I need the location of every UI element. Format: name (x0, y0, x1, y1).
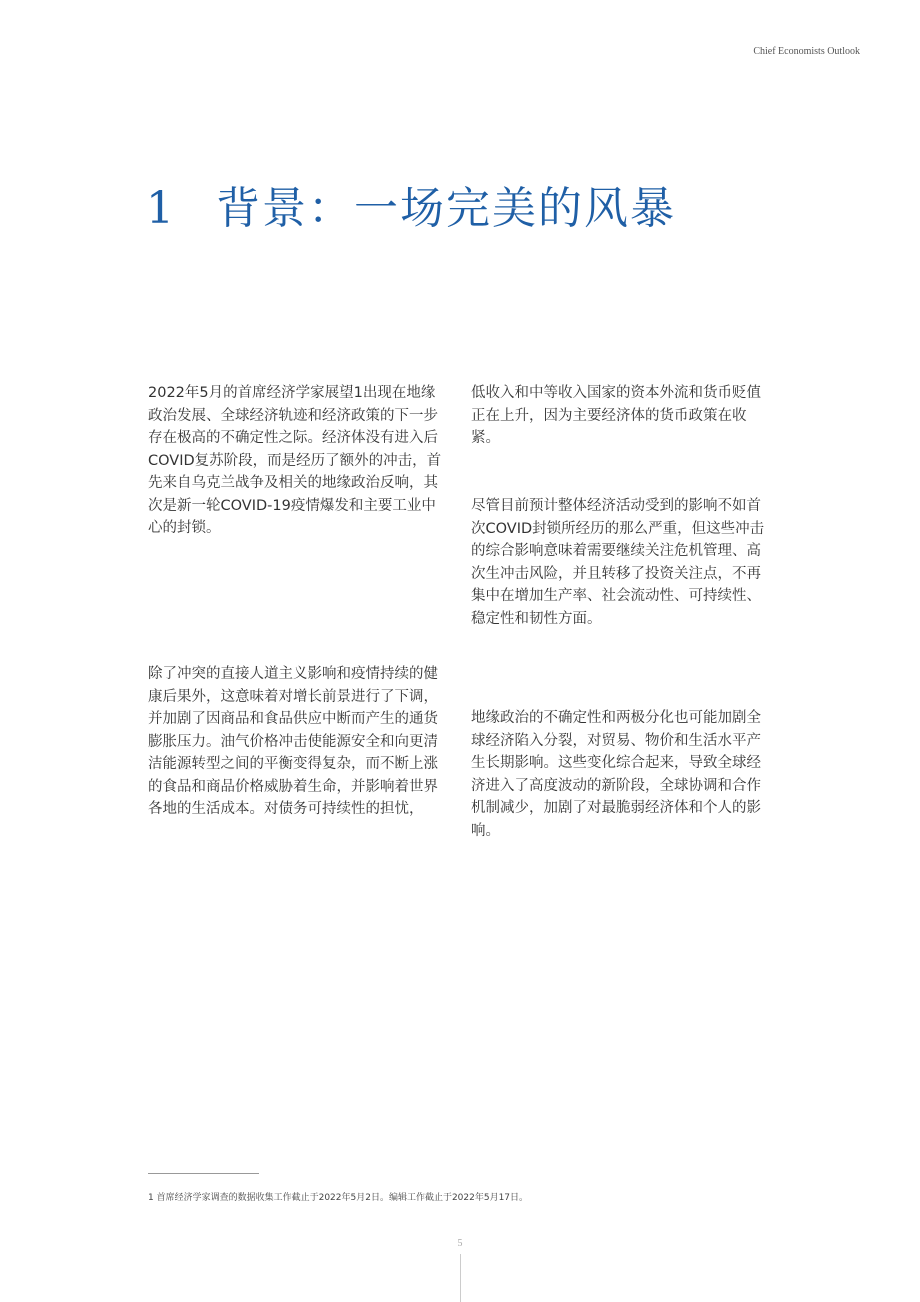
page-number: 5 (457, 1238, 463, 1249)
paragraph-humanitarian-impact: 除了冲突的直接人道主义影响和疫情持续的健康后果外，这意味着对增长前景进行了下调，并加剧了因商品和食品供应中断而产生的通货膨胀压力。油气价格冲击使能源安全和向更清洁能源转型之间的平衡变得复杂，而不断上涨的食品和商品价格威胁着生命，并影响着世界各地的生活成本。对债务可持续性的担忧， (148, 666, 438, 817)
footnote-divider (148, 1173, 259, 1174)
section-title (146, 172, 676, 236)
paragraph-capital-outflows: 低收入和中等收入国家的资本外流和货币贬值正在上升，因为主要经济体的货币政策在收紧。 (471, 385, 761, 446)
running-header: Chief Economists Outlook (753, 46, 860, 57)
section-title-text: 背景：一场完美的风暴 (216, 183, 676, 234)
paragraph-intro: 2022年5月的首席经济学家展望1出现在地缘政治发展、全球经济轨迹和经济政策的下一步存在极高的不确定性之际。经济体没有进入后COVID复苏阶段，而是经历了额外的冲击，首先来自乌克兰战争及相关的地缘政治反响，其次是新一轮COVID-19疫情爆发和主要工业中心的封锁。 (148, 385, 442, 536)
page-divider-line (460, 1254, 461, 1302)
footnote: 1 首席经济学家调查的数据收集工作截止于2022年5月2日。编辑工作截止于2022年5月17日。 (148, 1193, 529, 1203)
section-number: 1 (146, 183, 176, 234)
paragraph-economic-impact: 尽管目前预计整体经济活动受到的影响不如首次COVID封锁所经历的那么严重，但这些冲击的综合影响意味着需要继续关注危机管理、高次生冲击风险，并且转移了投资关注点，不再集中在增加生产率、社会流动性、可持续性、稳定性和韧性方面。 (471, 498, 765, 627)
paragraph-geopolitical-uncertainty: 地缘政治的不确定性和两极分化也可能加剧全球经济陷入分裂，对贸易、物价和生活水平产生长期影响。这些变化综合起来，导致全球经济进入了高度波动的新阶段，全球协调和合作机制减少，加剧了对最脆弱经济体和个人的影响。 (471, 710, 761, 839)
